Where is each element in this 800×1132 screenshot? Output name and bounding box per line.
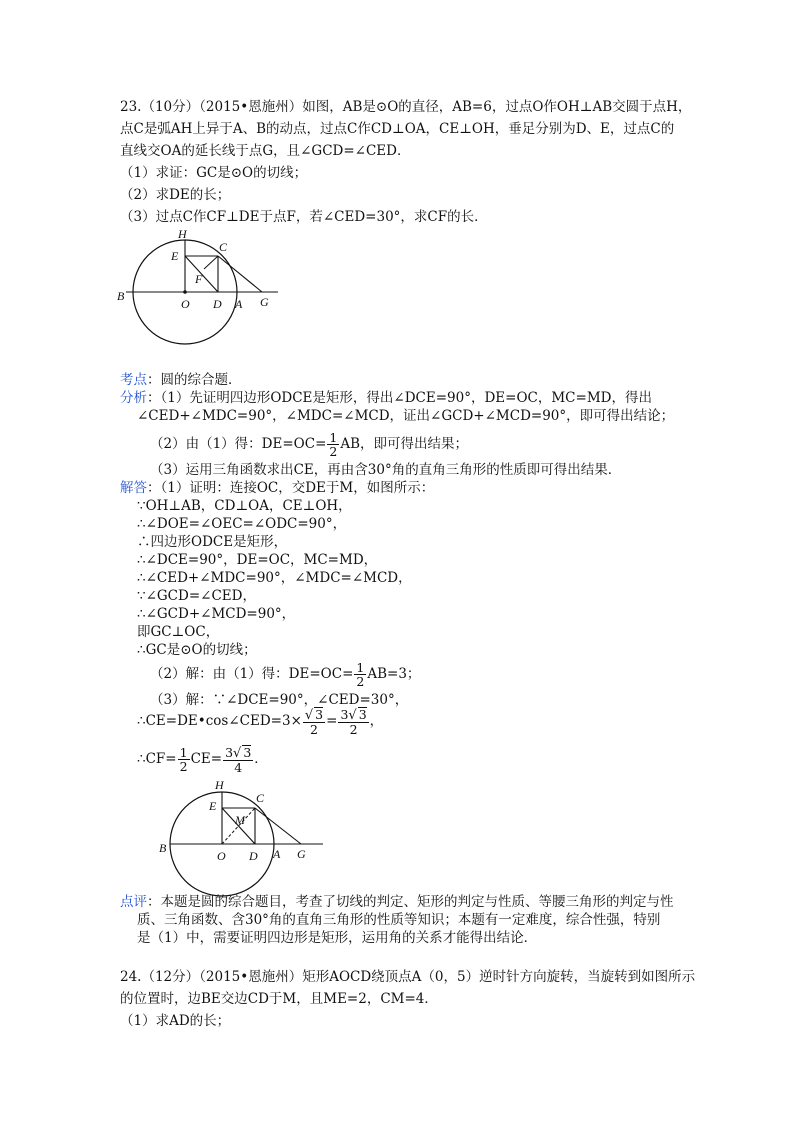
jieda-line7: ∵∠GCD=∠CED，: [137, 588, 256, 604]
frac-den: 4: [234, 760, 243, 775]
label-d: D: [213, 297, 222, 311]
jieda-line8: ∴∠GCD+∠MCD=90°，: [137, 606, 296, 622]
kaodian-text: ：圆的综合题．: [147, 372, 242, 388]
label-b: B: [117, 289, 125, 303]
q23-part3: （3）过点C作CF⊥DE于点F，若∠CED=30°，求CF的长．: [120, 209, 488, 225]
frac-den: 2: [179, 759, 188, 774]
jieda-ce-line: [137, 705, 383, 737]
equals-sign: =: [326, 713, 338, 729]
label-d: D: [249, 849, 258, 863]
label-c: C: [219, 240, 228, 254]
ce-prefix: ∴CE=DE•cos∠CED=3×: [137, 713, 302, 729]
figure-1-circle-diagram: [112, 222, 292, 348]
jieda-line6: ∴∠CED+∠MDC=90°，∠MDC=∠MCD，: [137, 570, 412, 586]
frac-num: [223, 745, 253, 761]
q23-line2: 点C是弧AH上异于A、B的动点，过点C作CD⊥OA，CE⊥OH，垂足分别为D、E，过点C的: [120, 121, 675, 137]
fraction-3sqrt3-over-4: [223, 745, 253, 774]
q23-line3: 直线交OA的延长线于点G，且∠GCD=∠CED．: [120, 143, 411, 159]
coefficient: 3: [225, 745, 234, 760]
jieda-part2: [150, 660, 420, 688]
fenxi-line2: ∠CED+∠MDC=90°，∠MDC=∠MCD，证出∠GCD+∠MCD=90°，即可得出结论；: [137, 408, 675, 424]
label-m: M: [235, 813, 245, 827]
fraction-half-3: [178, 746, 190, 773]
label-o: O: [217, 849, 226, 863]
frac-num: 1: [329, 430, 338, 445]
frac-num: 1: [356, 660, 365, 675]
fenxi-line4: （3）运用三角函数求出CE，再由含30°角的直角三角形的性质即可得出结果．: [150, 462, 622, 478]
label-g: G: [297, 847, 306, 861]
label-o: O: [181, 297, 190, 311]
label-c: C: [256, 791, 265, 805]
q24-line2: 的位置时，边BE交边CD于M，且ME=2，CM=4．: [120, 991, 438, 1007]
jieda-line4: ∴四边形ODCE是矩形，: [137, 534, 288, 550]
label-g: G: [260, 295, 269, 309]
cf-prefix: ∴CF=: [137, 751, 177, 767]
jieda-tag: 解答: [120, 480, 147, 496]
kaodian-line: [120, 371, 242, 389]
label-a: A: [235, 297, 243, 311]
jieda-line9: 即GC⊥OC，: [137, 624, 220, 640]
label-b: B: [159, 841, 167, 855]
sqrt-sign: √: [233, 746, 242, 761]
fraction-sqrt3-over-2: [303, 707, 325, 736]
fenxi-l3-b: AB，即可得出结果；: [340, 436, 469, 452]
q24-line1: 24.（12分）（2015•恩施州）矩形AOCD绕顶点A（0，5）逆时针方向旋转，当旋转到如图所示: [120, 969, 696, 985]
label-a: A: [273, 847, 281, 861]
frac-den: 2: [310, 722, 318, 737]
q23-part1: （1）求证：GC是⊙O的切线；: [120, 165, 308, 181]
dianping-text1: ：本题是圆的综合题目，考查了切线的判定、矩形的判定与性质、等腰三角形的判定与性: [147, 894, 674, 910]
kaodian-tag: 考点: [120, 372, 147, 388]
jieda-p2-b: AB=3；: [367, 666, 421, 682]
q24-part1: （1）求AD的长；: [120, 1013, 231, 1029]
frac-den: 2: [356, 674, 365, 689]
fenxi-line3: [150, 430, 468, 458]
dianping-line2: 质、三角函数、含30°角的直角三角形的性质等知识；本题有一定难度，综合性强，特别: [137, 912, 661, 928]
ce-end: ，: [369, 713, 384, 729]
q23-part2: （2）求DE的长；: [120, 187, 231, 203]
sqrt-sign: √: [348, 708, 357, 723]
line-cg: [218, 256, 262, 292]
jieda-part3: （3）解：∵∠DCE=90°，∠CED=30°，: [150, 692, 409, 708]
jieda-line3: ∴∠DOE=∠OEC=∠ODC=90°，: [137, 516, 347, 532]
jieda-line1: [120, 479, 434, 497]
sqrt-sign: √: [304, 708, 314, 723]
figure-2-circle-diagram: [155, 772, 335, 902]
fraction-3sqrt3-over-2: [338, 707, 368, 736]
fenxi-line1: [120, 389, 652, 407]
jieda-cf-line: [137, 743, 268, 775]
fraction-half: [327, 431, 339, 458]
label-f: F: [195, 272, 203, 286]
dianping-tag: 点评: [120, 894, 147, 910]
jieda-line2: ∵OH⊥AB，CD⊥OA，CE⊥OH，: [137, 498, 352, 514]
jieda-text1: ：（1）证明：连接OC，交DE于M，如图所示：: [147, 480, 435, 496]
coefficient: 3: [340, 707, 349, 722]
frac-den: 2: [349, 722, 358, 737]
jieda-line5: ∴∠DCE=90°，DE=OC，MC=MD，: [137, 552, 378, 568]
point-o: [183, 290, 187, 294]
cf-end: ．: [254, 751, 268, 767]
label-e: E: [209, 799, 217, 813]
frac-num: [338, 707, 368, 723]
label-e: E: [171, 249, 179, 263]
fenxi-tag: 分析: [120, 390, 147, 406]
fenxi-text1: ：（1）先证明四边形ODCE是矩形，得出∠DCE=90°，DE=OC，MC=MD，得出: [147, 390, 652, 406]
fenxi-l3-a: （2）由（1）得：DE=OC=: [150, 436, 327, 452]
jieda-p2-a: （2）解：由（1）得：DE=OC=: [150, 666, 354, 682]
q23-line1: 23.（10分）（2015•恩施州）如图，AB是⊙O的直径，AB=6，过点O作OH⊥AB交圆于点H，: [120, 99, 692, 115]
label-h: H: [215, 778, 224, 792]
jieda-line10: ∴GC是⊙O的切线；: [137, 642, 257, 658]
radicand: 3: [358, 707, 367, 722]
radicand: 3: [243, 745, 252, 760]
line-cg: [255, 808, 301, 844]
cf-mid: CE=: [190, 751, 223, 767]
frac-num: [303, 707, 325, 723]
radicand: 3: [315, 707, 324, 722]
line-cf: [204, 256, 218, 269]
label-h: H: [178, 227, 187, 241]
frac-num: 1: [179, 745, 188, 760]
frac-den: 2: [329, 444, 338, 459]
dianping-line3: 是（1）中，需要证明四边形是矩形，运用角的关系才能得出结论．: [137, 930, 538, 946]
dianping-line1: [120, 893, 674, 911]
fraction-half-2: [354, 661, 366, 688]
